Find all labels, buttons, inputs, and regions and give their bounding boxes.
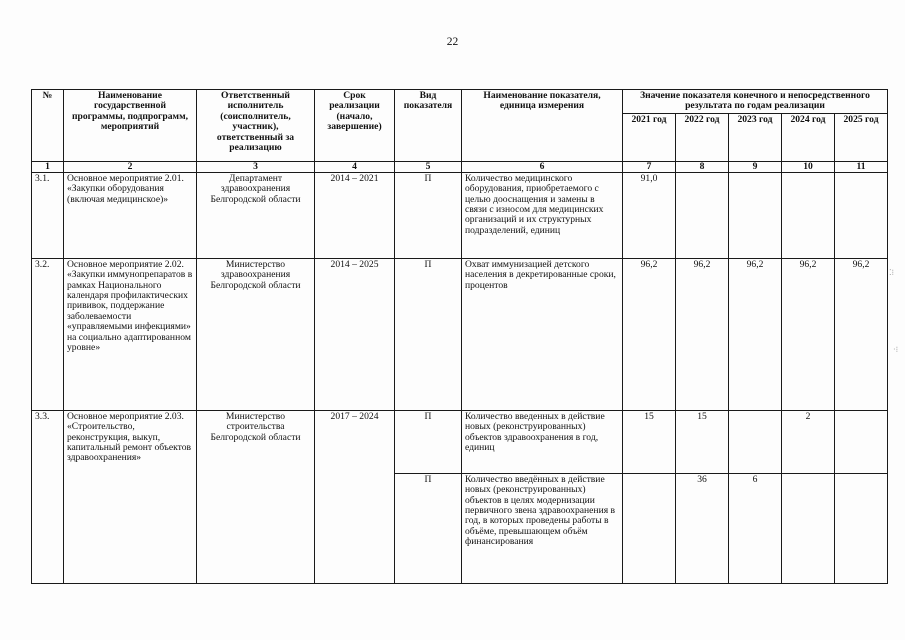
- row-value: 36: [676, 473, 729, 583]
- row-indicator-type: П: [395, 473, 462, 583]
- header-num: №: [32, 90, 64, 162]
- header-values-group: Значение показателя конечного и непосредственного результата по годам реализации: [623, 90, 888, 114]
- row-value: [835, 473, 888, 583]
- header-executor: Ответственный исполнитель (соисполнитель, участник), ответственный за реализацию: [197, 90, 315, 162]
- header-period: Срок реализации (начало, завершение): [315, 90, 395, 162]
- column-number: 6: [462, 161, 623, 172]
- row-value: 15: [623, 410, 676, 473]
- column-number: 5: [395, 161, 462, 172]
- row-name: Основное мероприятие 2.01. «Закупки оборудования (включая медицинское)»: [64, 172, 197, 258]
- row-value: 2: [782, 410, 835, 473]
- header-year: 2024 год: [782, 113, 835, 161]
- column-number: 8: [676, 161, 729, 172]
- scan-artifact: ·⁝: [893, 345, 899, 354]
- row-value: 91,0: [623, 172, 676, 258]
- row-num: 3.1.: [32, 172, 64, 258]
- column-number: 4: [315, 161, 395, 172]
- row-value: [782, 473, 835, 583]
- header-year: 2023 год: [729, 113, 782, 161]
- column-number: 9: [729, 161, 782, 172]
- row-value: 6: [729, 473, 782, 583]
- column-number: 10: [782, 161, 835, 172]
- row-value: 96,2: [623, 258, 676, 410]
- row-period: 2017 – 2024: [315, 410, 395, 583]
- row-indicator: Количество введенных в действие новых (реконструированных) объектов здравоохранения в год, единиц: [462, 410, 623, 473]
- row-value: [729, 172, 782, 258]
- row-executor: Департамент здравоохранения Белгородской области: [197, 172, 315, 258]
- row-value: [729, 410, 782, 473]
- row-value: [835, 172, 888, 258]
- column-number: 7: [623, 161, 676, 172]
- header-indicator-type: Вид показателя: [395, 90, 462, 162]
- header-year: 2022 год: [676, 113, 729, 161]
- row-executor: Министерство строительства Белгородской области: [197, 410, 315, 583]
- column-number: 11: [835, 161, 888, 172]
- row-name: Основное мероприятие 2.03. «Строительство, реконструкция, выкуп, капитальный ремонт объектов здравоохранения»: [64, 410, 197, 583]
- row-value: [676, 172, 729, 258]
- row-indicator: Количество медицинского оборудования, приобретаемого с целью дооснащения и замены в связи с износом для медицинских организаций и их структурных подразделений, единиц: [462, 172, 623, 258]
- page-number: 22: [446, 36, 459, 48]
- row-name: Основное мероприятие 2.02. «Закупки иммунопрепаратов в рамках Национального календаря профилактических прививок, поддержание заболеваемости «управляемыми инфекциями» на социально адаптированном уровне»: [64, 258, 197, 410]
- header-year: 2025 год: [835, 113, 888, 161]
- table-row: [32, 410, 888, 473]
- row-period: 2014 – 2021: [315, 172, 395, 258]
- column-number: 3: [197, 161, 315, 172]
- scan-artifact: ⁚⁝: [889, 268, 895, 277]
- column-number: 1: [32, 161, 64, 172]
- row-indicator-type: П: [395, 172, 462, 258]
- table-row: [32, 172, 888, 258]
- row-indicator: Количество введённых в действие новых (реконструированных) объектов в целях модернизации первичного звена здравоохранения в год, в которых проведены работы в объёме, превышающем объём финансирования: [462, 473, 623, 583]
- row-period: 2014 – 2025: [315, 258, 395, 410]
- header-row: [32, 90, 888, 114]
- row-value: 96,2: [835, 258, 888, 410]
- column-numbers-row: [32, 161, 888, 172]
- row-num: 3.3.: [32, 410, 64, 583]
- header-year: 2021 год: [623, 113, 676, 161]
- row-indicator: Охват иммунизацией детского населения в декретированные сроки, процентов: [462, 258, 623, 410]
- row-num: 3.2.: [32, 258, 64, 410]
- header-indicator-name: Наименование показателя, единица измерения: [462, 90, 623, 162]
- row-value: 15: [676, 410, 729, 473]
- row-value: [623, 473, 676, 583]
- header-name: Наименование государственной программы, подпрограмм, мероприятий: [64, 90, 197, 162]
- row-indicator-type: П: [395, 258, 462, 410]
- row-value: 96,2: [729, 258, 782, 410]
- row-value: [835, 410, 888, 473]
- row-value: 96,2: [782, 258, 835, 410]
- row-value: 96,2: [676, 258, 729, 410]
- indicators-table: [31, 89, 888, 584]
- column-number: 2: [64, 161, 197, 172]
- row-indicator-type: П: [395, 410, 462, 473]
- row-executor: Министерство здравоохранения Белгородской области: [197, 258, 315, 410]
- table-row: [32, 258, 888, 410]
- row-value: [782, 172, 835, 258]
